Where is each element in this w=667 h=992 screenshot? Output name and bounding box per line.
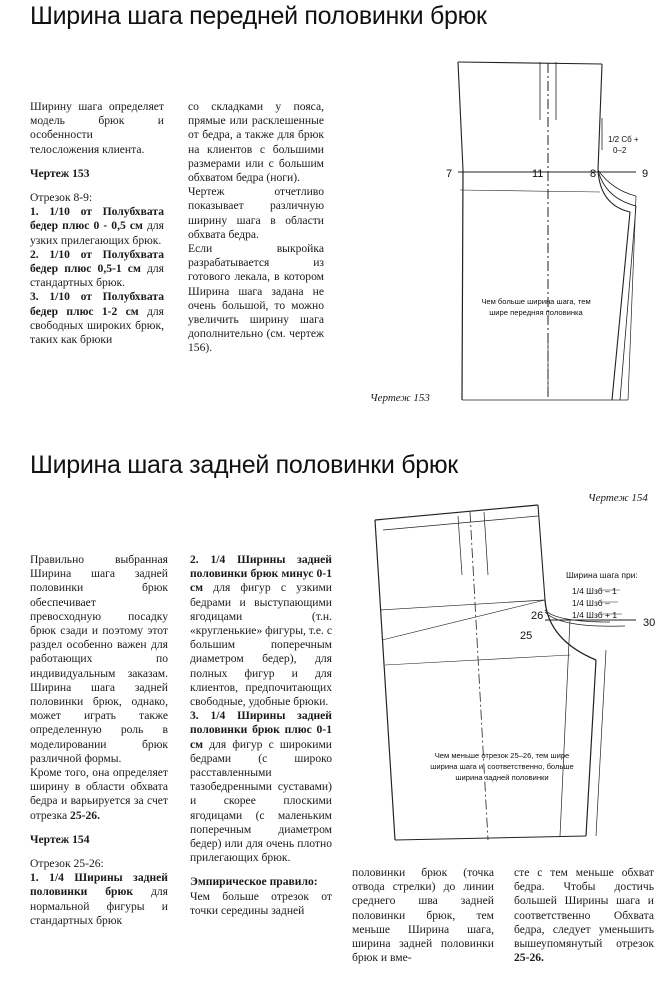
point-label: 7 (446, 168, 453, 180)
list-item: 2. 1/10 от Полубхвата бедер плюс 0,5-1 см для стандартных брюк. (30, 247, 164, 290)
legend-title: Ширина шага при: (566, 570, 638, 580)
paragraph: со складками у пояса, прямые или расклешенные от бедра, а также для брюк на клиентов с большими размерами или с большим обхватом бедра (ноги). (188, 100, 324, 185)
point-label: 11 (532, 168, 544, 180)
section2-col2 (190, 553, 332, 918)
section2-col1 (30, 553, 168, 928)
figure-caption: Чертеж 153 (370, 392, 430, 404)
paragraph: Чертеж отчетливо показывает различную ширину шага в области обхвата бедра. (188, 185, 324, 241)
list-item: 2. 1/4 Ширины задней половинки брюк минус 0-1 см для фигур с узкими бедрами и выступающими ягодицами (т.н. «кругленькие» фигуры, т.е. с большим поперечным диаметром бедер), для полных фигур и для клиентов, предпочитающих свободные, удобные брюки. (190, 553, 332, 709)
inner-note: Чем больше ширина шага, тем (481, 297, 591, 306)
section2-col3 (352, 866, 494, 965)
section2-title: Ширина шага задней половинки брюк (30, 451, 458, 479)
paragraph: Если выкройка разрабатывается из готового лекала, в котором Ширина шага задана не очень большой, то можно увеличить ширину шага дополнительно (см. чертеж 156). (188, 242, 324, 355)
paragraph: Кроме того, она определяет ширину в области обхвата бедра и варьируется за счет отрезка 25-26. (30, 766, 168, 822)
point-label: 30 (643, 617, 656, 629)
rule-text: Чем больше отрезок от точки середины задней (190, 889, 332, 917)
paragraph: сте с тем меньше обхват бедра. Чтобы достичь большей Ширины шага и соответственно Обхвата бедра, следует уменьшить вышеупомянутый отрезок 25-26. (514, 866, 654, 965)
inner-note: ширина задней половинки (455, 773, 549, 782)
list-item: 3. 1/4 Ширины задней половинки брюк плюс 0-1 см для фигур с широкими бедрами (с широко расставленными тазобедренными суставами) и скорее плоскими ягодицами (с маленьким поперечным диаметром бедер) или для очень плотно прилегающих брюк. (190, 709, 332, 865)
note-text: 0–2 (613, 146, 627, 155)
legend-item: 1/4 Шзб – 1 (572, 586, 617, 596)
paragraph: Правильно выбранная Ширина шага задней половинки брюк обеспечивает превосходную посадку брюк сзади и поэтому этот раздел особенно важен для работающих по индивидуальным заказам. Ширина шага задней половинки брюк, однако, может играть также определенную роль в моделировании брюк различной формы. (30, 553, 168, 765)
legend-item: 1/4 Шзб – (572, 598, 610, 608)
point-label: 9 (642, 168, 649, 180)
legend-item: 1/4 Шзб + 1 (572, 610, 618, 620)
list-item: 3. 1/10 от Полубхвата бедер плюс 1-2 см для свободных широких брюк, таких как брюки (30, 290, 165, 347)
note-text: 1/2 Сб + (608, 135, 639, 144)
inner-note: ширина шага и, соответственно, больше (430, 762, 574, 771)
paragraph: половинки брюк (точка отвода стрелки) до линии среднего шва задней половинки брюк, тем меньше Ширина шага, ширина задней половинки брюк и вме- (352, 866, 494, 965)
inner-note: шире передняя половинка (489, 308, 583, 317)
segment-label: Отрезок 25-26: (30, 857, 104, 871)
drawing-ref: Чертеж 154 (30, 832, 90, 846)
drawing-ref: Чертеж 153 (30, 166, 90, 180)
intro-text: Ширину шага определяет модель брюк и особенности телосложения клиента. (30, 100, 164, 156)
inner-note: Чем меньше отрезок 25–26, тем шире (434, 751, 570, 760)
point-label: 25 (520, 630, 533, 642)
section1-title: Ширина шага передней половинки брюк (30, 2, 487, 30)
section2-col4 (514, 866, 654, 965)
rule-title: Эмпирическое правило: (190, 875, 318, 889)
point-label: 26 (531, 610, 544, 622)
point-label: 8 (590, 168, 597, 180)
list-item: 1. 1/4 Ширины задней половинки брюк для нормальной фигуры и стандартных брюк (30, 871, 168, 927)
figure-caption: Чертеж 154 (588, 492, 648, 504)
segment-label: Отрезок 8-9: (30, 191, 93, 205)
list-item: 1. 1/10 от Полубхвата бедер плюс 0 - 0,5 см для узких прилегающих брюк. (30, 205, 164, 247)
